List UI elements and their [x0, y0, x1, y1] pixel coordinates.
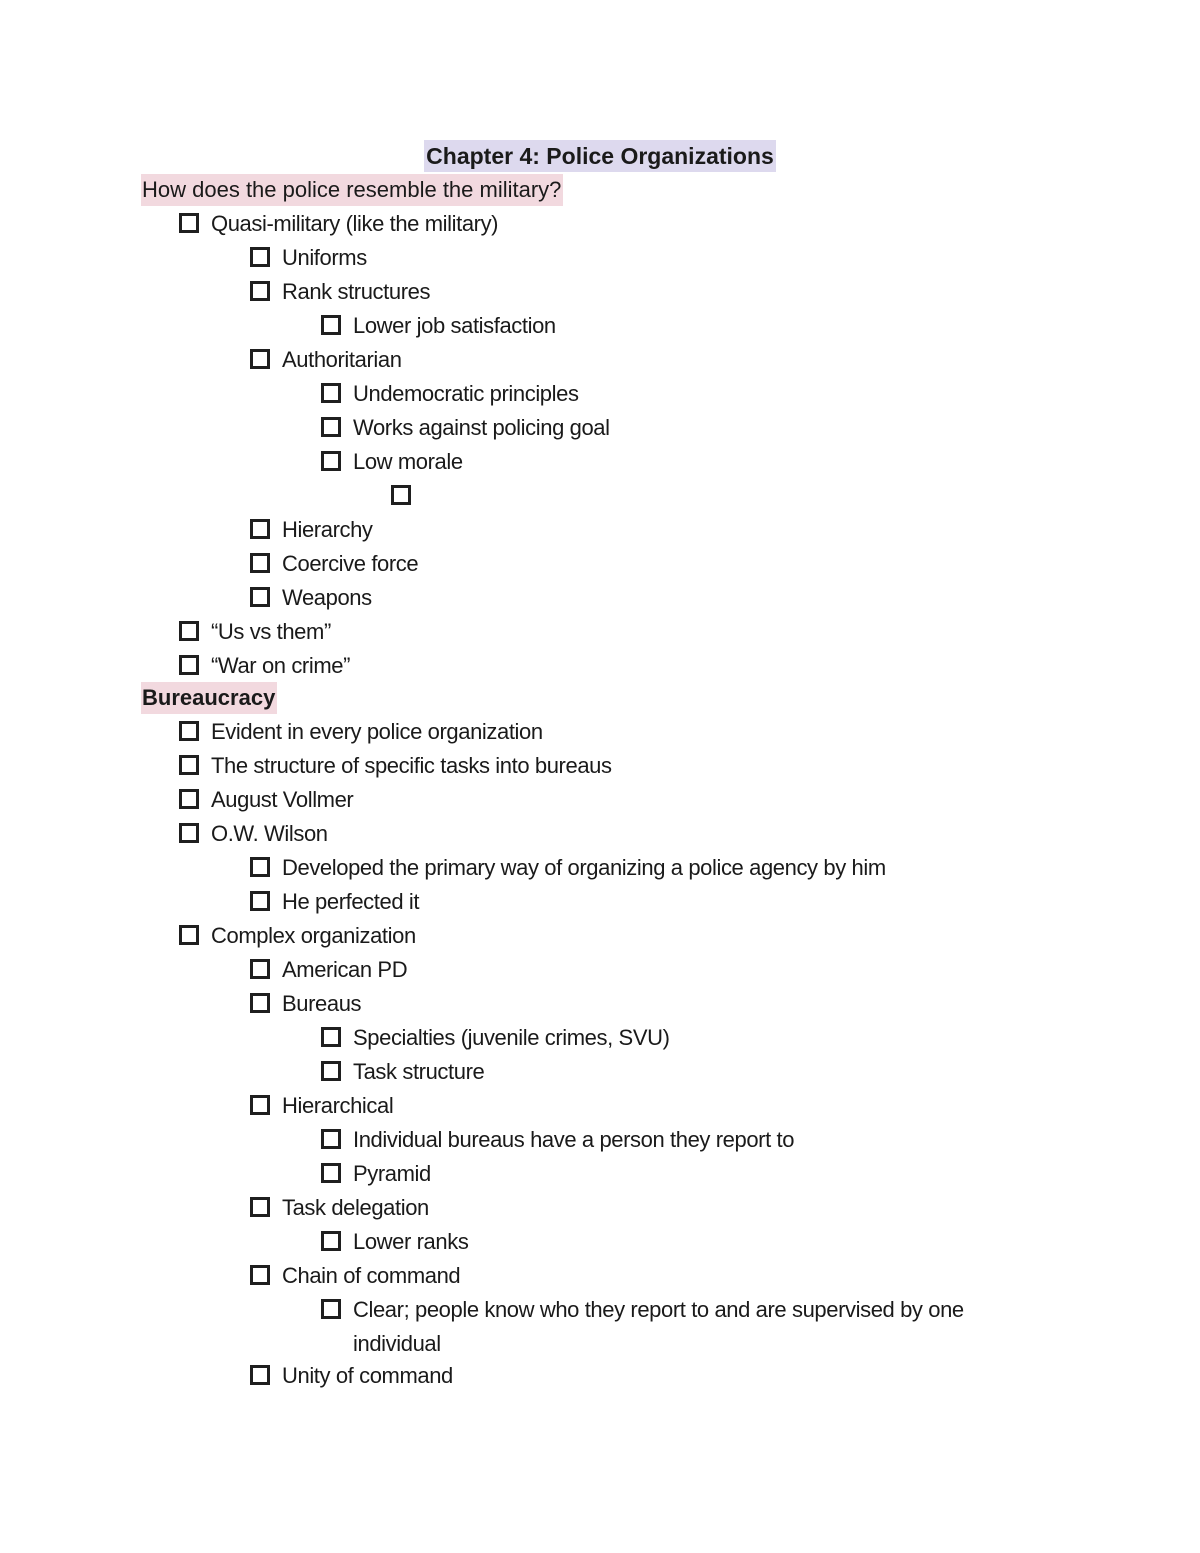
checkbox-icon[interactable] [321, 383, 341, 403]
checkbox-icon[interactable] [250, 1265, 270, 1285]
list-item: Developed the primary way of organizing a police agency by him [250, 851, 886, 885]
list-item: Evident in every police organization [179, 715, 543, 749]
list-item: Chain of command [250, 1259, 460, 1293]
list-item: “Us vs them” [179, 615, 331, 649]
list-item: Hierarchical [250, 1089, 393, 1123]
checkbox-icon[interactable] [250, 553, 270, 573]
checkbox-icon[interactable] [250, 959, 270, 979]
checkbox-icon[interactable] [321, 1163, 341, 1183]
checkbox-icon[interactable] [250, 1197, 270, 1217]
list-item: Individual bureaus have a person they report to [321, 1123, 794, 1157]
list-item: August Vollmer [179, 783, 353, 817]
list-item: Task structure [321, 1055, 484, 1089]
checkbox-icon[interactable] [179, 755, 199, 775]
checkbox-icon[interactable] [179, 213, 199, 233]
checkbox-icon[interactable] [179, 823, 199, 843]
checkbox-icon[interactable] [179, 621, 199, 641]
section-heading-bureaucracy: Bureaucracy [141, 682, 277, 714]
list-item: Clear; people know who they report to and are supervised by one individual [321, 1293, 1021, 1361]
checkbox-icon[interactable] [321, 1129, 341, 1149]
list-item: Quasi-military (like the military) [179, 207, 498, 241]
checkbox-icon[interactable] [321, 417, 341, 437]
checkbox-icon[interactable] [250, 993, 270, 1013]
list-item: American PD [250, 953, 407, 987]
checkbox-icon[interactable] [250, 891, 270, 911]
checkbox-icon[interactable] [321, 1061, 341, 1081]
list-item: Specialties (juvenile crimes, SVU) [321, 1021, 670, 1055]
list-item: Undemocratic principles [321, 377, 579, 411]
checkbox-icon[interactable] [321, 1299, 341, 1319]
checkbox-icon[interactable] [250, 349, 270, 369]
list-item: Unity of command [250, 1359, 453, 1393]
page-title: Chapter 4: Police Organizations [424, 140, 776, 172]
checkbox-icon[interactable] [321, 1231, 341, 1251]
list-item: Hierarchy [250, 513, 373, 547]
list-item: Complex organization [179, 919, 416, 953]
checkbox-icon[interactable] [321, 1027, 341, 1047]
list-item: He perfected it [250, 885, 419, 919]
checkbox-icon[interactable] [179, 721, 199, 741]
list-item: Coercive force [250, 547, 418, 581]
list-item: Task delegation [250, 1191, 429, 1225]
checkbox-icon[interactable] [250, 1365, 270, 1385]
checkbox-icon[interactable] [250, 1095, 270, 1115]
list-item: Rank structures [250, 275, 430, 309]
list-item: Weapons [250, 581, 372, 615]
list-item: Lower job satisfaction [321, 309, 556, 343]
list-item: Works against policing goal [321, 411, 610, 445]
list-item: Authoritarian [250, 343, 402, 377]
checkbox-icon[interactable] [179, 925, 199, 945]
list-item: Pyramid [321, 1157, 431, 1191]
list-item: Lower ranks [321, 1225, 468, 1259]
list-item: Bureaus [250, 987, 361, 1021]
checkbox-icon[interactable] [179, 789, 199, 809]
checkbox-icon[interactable] [250, 519, 270, 539]
checkbox-icon[interactable] [321, 451, 341, 471]
list-item: Uniforms [250, 241, 367, 275]
checkbox-icon[interactable] [391, 485, 411, 505]
checkbox-icon[interactable] [321, 315, 341, 335]
section-heading-military: How does the police resemble the military? [141, 174, 563, 206]
checkbox-icon[interactable] [250, 281, 270, 301]
list-item: O.W. Wilson [179, 817, 328, 851]
list-item: Low morale [321, 445, 463, 479]
list-item: The structure of specific tasks into bureaus [179, 749, 612, 783]
checkbox-icon[interactable] [250, 587, 270, 607]
checkbox-icon[interactable] [250, 247, 270, 267]
checkbox-icon[interactable] [179, 655, 199, 675]
title-line [0, 140, 1200, 174]
list-item-empty [391, 479, 423, 505]
checkbox-icon[interactable] [250, 857, 270, 877]
list-item: “War on crime” [179, 649, 350, 683]
